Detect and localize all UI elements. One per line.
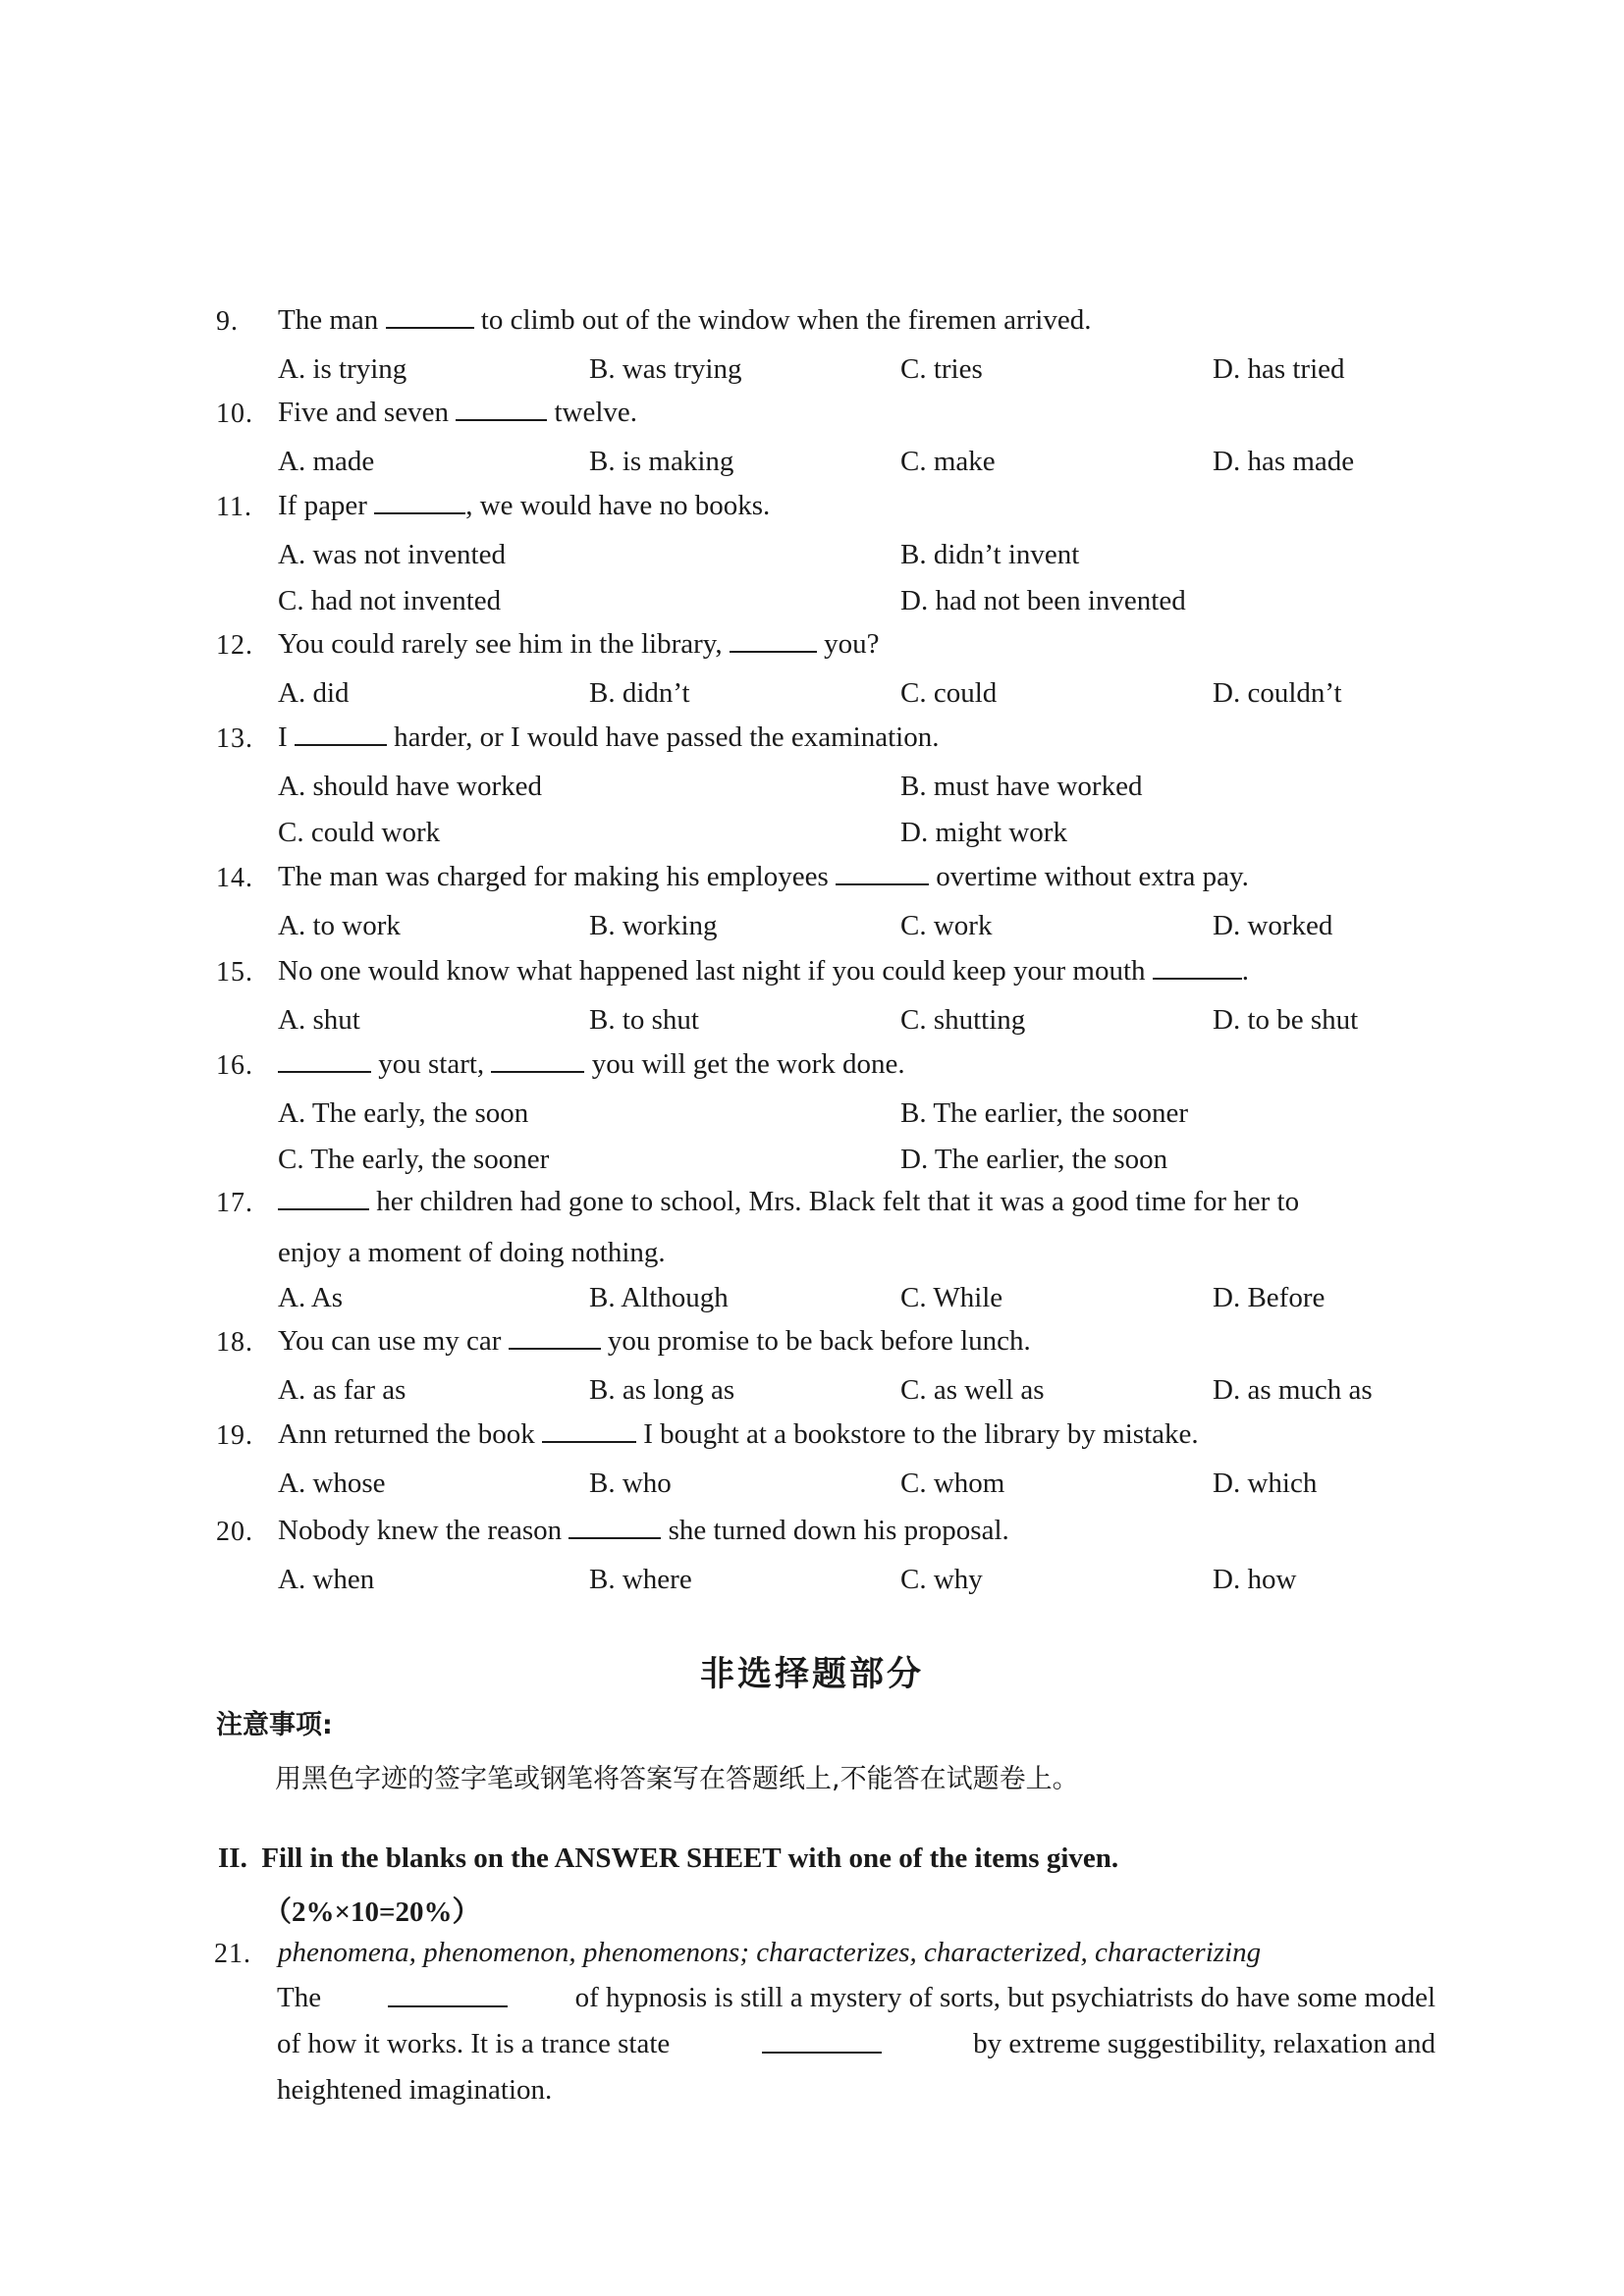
answer-option[interactable]: A. as far as (278, 1374, 406, 1406)
stem-text: you? (816, 628, 880, 660)
stem-text: Five and seven (278, 397, 457, 428)
answer-option[interactable]: C. could work (278, 817, 441, 848)
answer-blank (762, 2028, 882, 2054)
answer-blank (278, 1187, 369, 1210)
answer-option[interactable]: A. whose (278, 1468, 386, 1499)
answer-option[interactable]: D. couldn’t (1213, 677, 1342, 709)
question-stem (278, 1048, 905, 1081)
question-stem-continuation: enjoy a moment of doing nothing. (278, 1237, 666, 1268)
stem-text: you will get the work done. (584, 1048, 905, 1080)
answer-option[interactable]: D. as much as (1213, 1374, 1373, 1406)
question-number: 14. (216, 863, 253, 893)
answer-option[interactable]: C. shutting (900, 1004, 1026, 1036)
answer-option[interactable]: C. make (900, 446, 996, 477)
answer-option[interactable]: B. didn’t (589, 677, 690, 709)
question-number: 12. (216, 630, 253, 661)
question-number: 15. (216, 957, 253, 988)
answer-option[interactable]: A. to work (278, 910, 401, 941)
question-stem (278, 721, 939, 754)
answer-option[interactable]: D. Before (1213, 1282, 1326, 1313)
question-number: 10. (216, 399, 253, 429)
stem-text: If paper (278, 490, 375, 521)
answer-option[interactable]: B. who (589, 1468, 672, 1499)
answer-option[interactable]: B. to shut (589, 1004, 699, 1036)
answer-blank (278, 1049, 371, 1073)
answer-option[interactable]: B. The earlier, the sooner (900, 1097, 1189, 1129)
answer-option[interactable]: D. has tried (1213, 353, 1345, 385)
stem-text: you start, (371, 1048, 492, 1080)
answer-option[interactable]: A. shut (278, 1004, 360, 1036)
question-stem (278, 1515, 1009, 1547)
question-stem (278, 628, 880, 661)
answer-option[interactable]: B. was trying (589, 353, 742, 385)
answer-option[interactable]: D. to be shut (1213, 1004, 1359, 1036)
answer-blank (388, 1982, 508, 2007)
stem-text: The man (278, 304, 386, 336)
passage-text: of how it works. It is a trance state (277, 2028, 671, 2059)
answer-option[interactable]: C. While (900, 1282, 1003, 1313)
part-two-heading: II. Fill in the blanks on the ANSWER SHEET with one of the items given. (218, 1842, 1119, 1874)
stem-text: overtime without extra pay. (929, 861, 1249, 892)
stem-text: Ann returned the book (278, 1418, 542, 1450)
answer-blank (509, 1326, 601, 1350)
question-stem (278, 861, 1249, 893)
passage-line-1 (277, 1982, 1435, 2014)
question-number: 11. (216, 492, 252, 522)
answer-option[interactable]: C. had not invented (278, 585, 502, 616)
answer-option[interactable]: A. The early, the soon (278, 1097, 529, 1129)
answer-option[interactable]: A. should have worked (278, 771, 543, 802)
notice-label: 注意事项: (216, 1710, 333, 1740)
stem-text: . (1241, 955, 1250, 987)
answer-option[interactable]: D. worked (1213, 910, 1333, 941)
answer-blank (836, 862, 929, 885)
answer-option[interactable]: C. work (900, 910, 993, 941)
answer-option[interactable]: C. could (900, 677, 998, 709)
answer-option[interactable]: D. The earlier, the soon (900, 1144, 1168, 1175)
answer-blank (568, 1516, 661, 1539)
notice-text: 用黑色字迹的签字笔或钢笔将答案写在答题纸上,不能答在试题卷上。 (275, 1764, 1079, 1794)
question-number: 9. (216, 306, 239, 337)
answer-option[interactable]: A. made (278, 446, 375, 477)
answer-option[interactable]: C. why (900, 1564, 983, 1595)
stem-text: The man was charged for making his employees (278, 861, 837, 892)
answer-option[interactable]: D. might work (900, 817, 1067, 848)
answer-option[interactable]: C. The early, the sooner (278, 1144, 550, 1175)
passage-text: by extreme suggestibility, relaxation and (973, 2028, 1435, 2059)
passage-text: of hypnosis is still a mystery of sorts, but psychiatrists do have some model (574, 1982, 1435, 2013)
answer-option[interactable]: B. Although (589, 1282, 729, 1313)
answer-blank (374, 491, 465, 514)
answer-option[interactable]: D. has made (1213, 446, 1355, 477)
answer-option[interactable]: C. whom (900, 1468, 1005, 1499)
question-stem (278, 1418, 1199, 1451)
stem-text: You could rarely see him in the library, (278, 628, 730, 660)
part-two-score: （2%×10=20%） (263, 1896, 481, 1928)
answer-option[interactable]: B. where (589, 1564, 692, 1595)
passage-line-3: heightened imagination. (277, 2074, 553, 2106)
answer-option[interactable]: A. is trying (278, 353, 407, 385)
question-number: 17. (216, 1188, 253, 1218)
stem-text: to climb out of the window when the firemen arrived. (473, 304, 1092, 336)
answer-option[interactable]: A. As (278, 1282, 344, 1313)
answer-blank (1153, 956, 1242, 980)
answer-option[interactable]: C. as well as (900, 1374, 1045, 1406)
question-stem (278, 490, 770, 522)
passage-line-2 (277, 2028, 1435, 2060)
answer-option[interactable]: B. didn’t invent (900, 539, 1080, 570)
stem-text: you promise to be back before lunch. (600, 1325, 1031, 1357)
stem-text: she turned down his proposal. (661, 1515, 1009, 1546)
question-stem (278, 1186, 1299, 1218)
answer-option[interactable]: B. must have worked (900, 771, 1143, 802)
answer-option[interactable]: B. as long as (589, 1374, 735, 1406)
stem-text: harder, or I would have passed the examination. (386, 721, 940, 753)
stem-text: , we would have no books. (465, 490, 771, 521)
stem-text: I bought at a bookstore to the library by mistake. (636, 1418, 1199, 1450)
question-number: 20. (216, 1517, 253, 1547)
stem-text: I (278, 721, 295, 753)
question-stem (278, 955, 1249, 988)
word-bank: phenomena, phenomenon, phenomenons; characterizes, characterized, characterizing (278, 1937, 1262, 1968)
question-number: 13. (216, 723, 253, 754)
question-stem (278, 1325, 1031, 1358)
question-stem (278, 304, 1091, 337)
answer-option[interactable]: D. which (1213, 1468, 1318, 1499)
answer-blank (542, 1419, 636, 1443)
answer-blank (456, 398, 547, 421)
stem-text: You can use my car (278, 1325, 509, 1357)
answer-option[interactable]: B. is making (589, 446, 734, 477)
answer-blank (491, 1049, 584, 1073)
answer-blank (730, 629, 817, 653)
answer-option[interactable]: B. working (589, 910, 718, 941)
stem-text: Nobody knew the reason (278, 1515, 569, 1546)
stem-text: No one would know what happened last night if you could keep your mouth (278, 955, 1153, 987)
answer-option[interactable]: D. how (1213, 1564, 1297, 1595)
question-number: 19. (216, 1420, 253, 1451)
question-stem (278, 397, 637, 429)
answer-option[interactable]: C. tries (900, 353, 983, 385)
answer-blank (295, 722, 387, 746)
stem-text: her children had gone to school, Mrs. Black felt that it was a good time for her to (369, 1186, 1300, 1217)
answer-blank (386, 305, 474, 329)
answer-option[interactable]: A. was not invented (278, 539, 506, 570)
section-title: 非选择题部分 (699, 1655, 924, 1694)
stem-text: twelve. (547, 397, 638, 428)
answer-option[interactable]: D. had not been invented (900, 585, 1186, 616)
question-number: 16. (216, 1050, 253, 1081)
question-number: 18. (216, 1327, 253, 1358)
question-number: 21. (214, 1939, 251, 1969)
answer-option[interactable]: A. when (278, 1564, 375, 1595)
answer-option[interactable]: A. did (278, 677, 350, 709)
passage-text: The (277, 1982, 322, 2013)
